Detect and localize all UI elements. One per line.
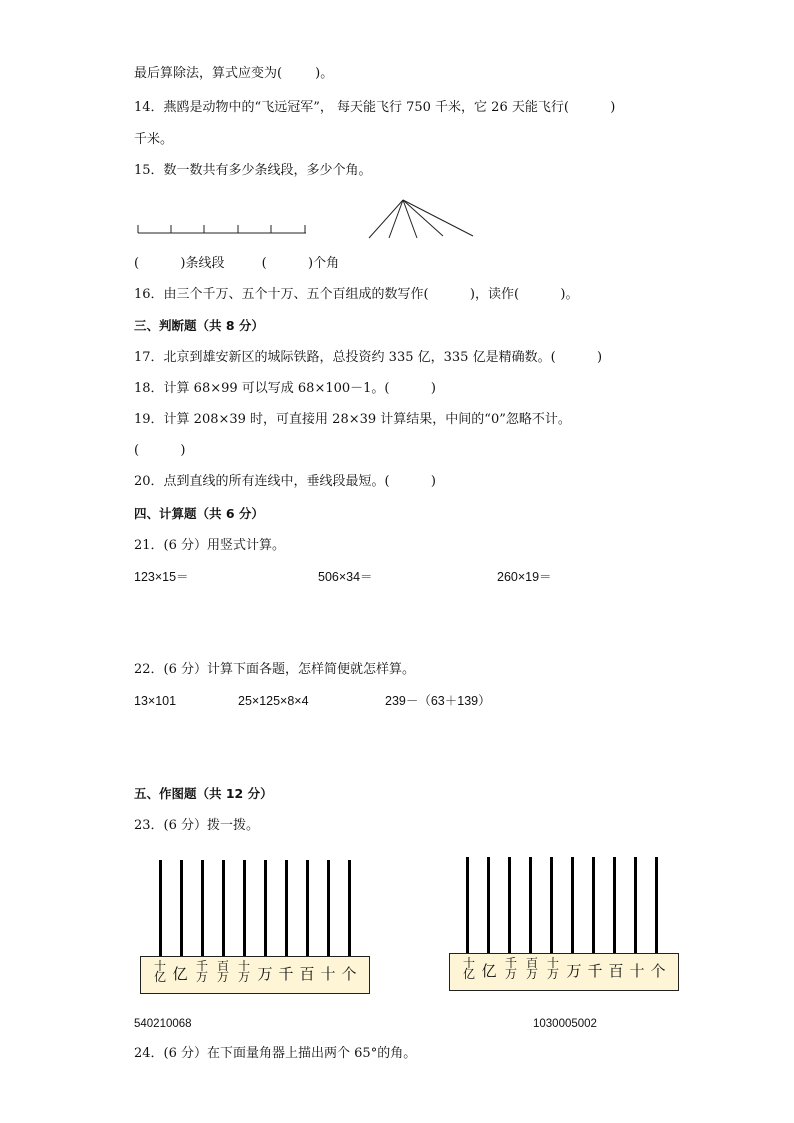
q20: 20．点到直线的所有连线中，垂线段最短。( ) [134, 474, 437, 489]
q18: 18．计算 68×99 可以写成 68×100－1。( ) [134, 381, 436, 396]
calc21-item-2: 506×34＝ [318, 570, 373, 584]
abacus-left-labels: 十 亿 亿 千 万 百 万 十 万 万 千 百 十 个 [153, 959, 357, 984]
section-4-heading: 四、计算题（共 6 分） [134, 506, 264, 521]
section-3-heading: 三、判断题（共 8 分） [134, 318, 264, 333]
q17: 17．北京到雄安新区的城际铁路，总投资约 335 亿，335 亿是精确数。( ) [134, 350, 603, 365]
q16: 16．由三个千万、五个十万、五个百组成的数写作( )，读作( )。 [134, 287, 579, 302]
q24: 24．(6 分）在下面量角器上描出两个 65°的角。 [134, 1046, 417, 1061]
abacus-right-labels: 十 亿 亿 千 万 百 万 十 万 万 千 百 十 个 [462, 956, 666, 981]
calc22-item-3: 239－（63＋139） [385, 694, 491, 708]
abacus-right-number: 1030005002 [533, 1018, 597, 1030]
q21: 21．(6 分）用竖式计算。 [134, 538, 286, 553]
q14: 14．燕鸥是动物中的“飞远冠军”， 每天能飞行 750 千米，它 26 天能飞行( ) [134, 100, 616, 115]
angle-figure [365, 196, 480, 242]
q19: 19．计算 208×39 时，可直接用 28×39 计算结果，中间的“0”忽略不计。 [134, 412, 571, 427]
q15: 15．数一数共有多少条线段，多少个角。 [134, 163, 372, 178]
q19-blank[interactable]: ( ) [134, 443, 186, 458]
q15-answer-blanks[interactable]: ( )条线段 ( )个角 [134, 256, 340, 271]
q13-continuation: 最后算除法，算式应变为( )。 [134, 66, 334, 81]
calc21-item-3: 260×19＝ [497, 570, 552, 584]
calc21-item-1: 123×15＝ [134, 570, 189, 584]
calc22-item-2: 25×125×8×4 [238, 694, 309, 708]
calc22-item-1: 13×101 [134, 694, 177, 708]
q14-continuation: 千米。 [134, 132, 174, 147]
q23: 23．(6 分）拨一拨。 [134, 818, 260, 833]
section-5-heading: 五、作图题（共 12 分） [134, 786, 273, 801]
q22: 22．(6 分）计算下面各题，怎样简便就怎样算。 [134, 662, 416, 677]
segment-figure [134, 215, 314, 239]
abacus-left-number: 540210068 [134, 1018, 192, 1030]
